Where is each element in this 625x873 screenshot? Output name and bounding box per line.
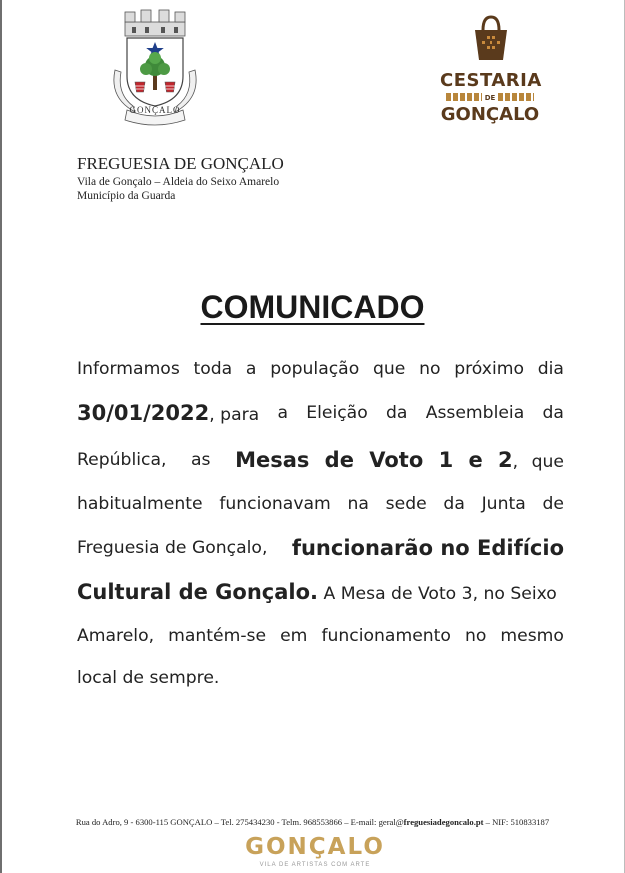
body-word: da bbox=[443, 494, 465, 514]
body-word: no bbox=[464, 626, 487, 646]
body-line-6 bbox=[77, 580, 564, 606]
footer-nif: – NIF: 510833187 bbox=[483, 817, 550, 827]
footer-address bbox=[0, 817, 625, 827]
org-municipality: Município da Guarda bbox=[77, 190, 176, 202]
body-line-4 bbox=[77, 492, 564, 516]
body-word: que bbox=[372, 359, 406, 379]
body-word: funcionavam bbox=[219, 494, 331, 514]
body-word: de bbox=[542, 494, 564, 514]
body-word: Freguesia de Gonçalo, bbox=[77, 538, 268, 558]
body-word: toda bbox=[193, 359, 233, 379]
body-word: a bbox=[245, 359, 257, 379]
new-location-part1: funcionarão no Edifício bbox=[291, 536, 564, 560]
body-line-2 bbox=[77, 401, 564, 427]
body-word: mesmo bbox=[500, 626, 564, 646]
body-word: funcionamento bbox=[321, 626, 451, 646]
basket-icon bbox=[470, 14, 512, 62]
footer-email-domain[interactable]: freguesiadegoncalo.pt bbox=[403, 817, 484, 827]
body-word: Amarelo, bbox=[77, 626, 155, 646]
cestaria-title: CESTARIA bbox=[440, 70, 542, 91]
footer-tagline: VILA DE ARTISTAS COM ARTE bbox=[259, 862, 371, 868]
document-title: COMUNICADO bbox=[200, 289, 425, 325]
body-word: Assembleia bbox=[425, 403, 525, 423]
body-word: Informamos bbox=[77, 359, 180, 379]
body-line-8: local de sempre. bbox=[77, 668, 220, 688]
body-text: A Mesa de Voto 3, no Seixo bbox=[323, 584, 557, 604]
cestaria-decoration-right bbox=[498, 93, 534, 101]
body-word: , para bbox=[209, 405, 260, 425]
body-word: dia bbox=[537, 359, 564, 379]
footer-logo: GONÇALO bbox=[245, 834, 385, 860]
body-word: em bbox=[280, 626, 308, 646]
crest-scroll-text: GONÇALO bbox=[129, 105, 181, 115]
body-word: próximo bbox=[454, 359, 524, 379]
body-word: habitualmente bbox=[77, 494, 203, 514]
body-word: , que bbox=[512, 452, 564, 472]
cestaria-de: DE bbox=[484, 94, 496, 102]
org-subtitle: Vila de Gonçalo – Aldeia do Seixo Amarelo bbox=[77, 176, 280, 188]
body-word: mantém-se bbox=[168, 626, 267, 646]
new-location-part2: Cultural de Gonçalo. bbox=[77, 580, 319, 604]
election-date: 30/01/2022 bbox=[77, 401, 210, 425]
body-word: da bbox=[542, 403, 564, 423]
body-word: República, bbox=[77, 450, 167, 470]
body-word: no bbox=[419, 359, 441, 379]
body-word: da bbox=[385, 403, 408, 423]
footer-address-main: Rua do Adro, 9 - 6300-115 GONÇALO – Tel. 275434230 - Telm. 968553866 – E-mail: geral@ bbox=[75, 817, 404, 827]
body-word: na bbox=[347, 494, 369, 514]
org-name: FREGUESIA DE GONÇALO bbox=[77, 154, 284, 173]
cestaria-logo bbox=[440, 14, 540, 132]
page-edge-left bbox=[0, 0, 2, 873]
body-line-3 bbox=[77, 448, 564, 474]
body-line-5 bbox=[77, 536, 564, 560]
body-line-1 bbox=[77, 357, 564, 381]
cestaria-place: GONÇALO bbox=[440, 104, 540, 125]
body-word: as bbox=[191, 450, 211, 470]
body-word: Junta bbox=[481, 494, 526, 514]
body-word: a bbox=[277, 403, 288, 423]
body-word: população bbox=[270, 359, 360, 379]
body-line-7 bbox=[77, 624, 564, 648]
body-word: Eleição bbox=[306, 403, 368, 423]
body-word: sede bbox=[385, 494, 427, 514]
polling-tables-1-2: Mesas de Voto 1 e 2 bbox=[235, 448, 513, 472]
